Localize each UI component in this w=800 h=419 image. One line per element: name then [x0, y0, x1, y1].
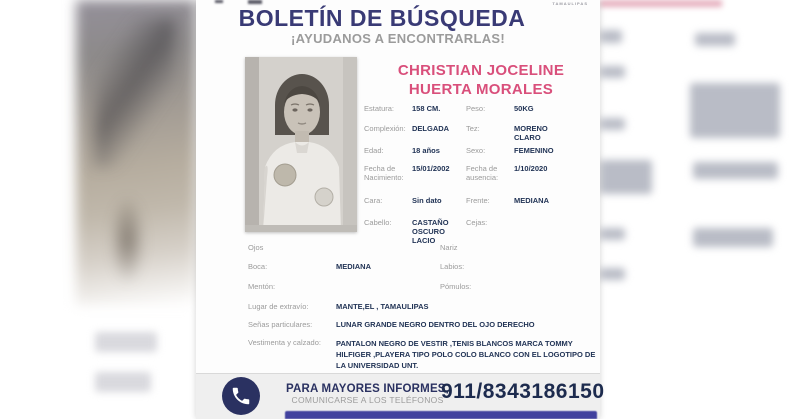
field-value: 18 años [412, 146, 440, 155]
field-value: MORENO CLARO [514, 124, 548, 142]
bulletin-subtitle: ¡AYUDANOS A ENCONTRARLAS! [290, 31, 506, 46]
full-width-row [196, 320, 600, 329]
detail-row [196, 124, 600, 142]
field-label: Pómulos: [440, 282, 472, 291]
detail-row [196, 196, 600, 205]
field-label: Mentón: [248, 282, 276, 291]
background-blur-blob [95, 372, 151, 392]
name-line-2: HUERTA MORALES [408, 81, 554, 98]
missing-person-name [376, 61, 586, 99]
field-value: Sin dato [412, 196, 442, 205]
field-value: 50KG [514, 104, 534, 113]
background-photo-blur-streak [95, 18, 175, 168]
field-label: Vestimenta y calzado: [248, 338, 321, 347]
field-label: Boca: [248, 262, 268, 271]
field-value [512, 262, 582, 271]
field-value: MANTE,EL , TAMAULIPAS [336, 302, 429, 311]
footer-accent-strip [285, 411, 597, 419]
field-label: Complexión: [364, 124, 406, 133]
field-label: Fecha de ausencia: [466, 164, 499, 182]
detail-row [196, 218, 600, 245]
background-blur-blob [693, 162, 778, 179]
background-blur-blob [690, 83, 780, 138]
field-label: Ojos [248, 243, 264, 252]
background-photo-blur-shadow [110, 195, 145, 285]
background-blur-blob [600, 228, 625, 240]
full-width-row [196, 302, 600, 311]
background-pink-bar-blur [600, 0, 722, 7]
field-value: 15/01/2002 [412, 164, 450, 173]
field-value: MEDIANA [336, 262, 371, 271]
detail-row [196, 104, 600, 113]
field-label: Labios: [440, 262, 465, 271]
agency-watermark: TAMAULIPAS [552, 1, 588, 6]
field-value [512, 243, 582, 252]
field-value: LUNAR GRANDE NEGRO DENTRO DEL OJO DERECHO [336, 320, 535, 329]
field-label: Nariz [440, 243, 458, 252]
field-label: Estatura: [364, 104, 395, 113]
background-blur-blob [600, 118, 625, 130]
feature-row [196, 262, 600, 271]
background-blur-blob [600, 66, 625, 78]
cropped-logo-fragment [248, 0, 262, 4]
field-label: Cejas: [466, 218, 488, 227]
field-label: Frente: [466, 196, 490, 205]
full-width-row [196, 338, 600, 371]
feature-row [196, 243, 600, 252]
field-value: CASTAÑO OSCURO LACIO [412, 218, 449, 245]
field-value: DELGADA [412, 124, 450, 133]
contact-info-line1: PARA MAYORES INFORMES, [286, 383, 450, 395]
field-value [336, 243, 440, 252]
contact-info-text [286, 383, 449, 405]
missing-person-bulletin [196, 0, 605, 419]
field-label: Señas particulares: [248, 320, 313, 329]
field-value [514, 218, 580, 245]
field-label: Fecha de Nacimiento: [364, 164, 404, 182]
field-label: Peso: [466, 104, 486, 113]
field-value: MEDIANA [514, 196, 549, 205]
background-blur-blob [693, 228, 773, 247]
detail-row [196, 164, 600, 182]
field-value [512, 282, 582, 291]
field-label: Lugar de extravío: [248, 302, 309, 311]
field-value: PANTALON NEGRO DE VESTIR ,TENIS BLANCOS MARCA TOMMY HILFIGER ,PLAYERA TIPO POLO COLO BLANCO CON EL LOGOTIPO DE LA UNIVERSIDAD UNT. [336, 339, 596, 370]
background-blur-blob [600, 268, 625, 280]
detail-row [196, 146, 600, 155]
background-blur-blob [695, 33, 735, 46]
field-value: 158 CM. [412, 104, 441, 113]
contact-footer [196, 373, 605, 419]
phone-icon [222, 377, 260, 415]
bulletin-title: BOLETÍN DE BÚSQUEDA [238, 5, 526, 31]
contact-info-line2: COMUNICARSE A LOS TELÉFONOS [291, 395, 444, 405]
missing-person-photo [245, 57, 357, 232]
feature-row [196, 282, 600, 291]
field-value: FEMENINO [514, 146, 554, 155]
contact-phone-numbers: 911/8343186150 [441, 380, 605, 403]
background-blur-blob [600, 30, 622, 43]
field-label: Edad: [364, 146, 384, 155]
portrait-illustration [245, 57, 357, 232]
name-line-1: CHRISTIAN JOCELINE [397, 62, 565, 79]
field-label: Cabello: [364, 218, 392, 227]
field-value [336, 282, 440, 291]
field-label: Tez: [466, 124, 480, 133]
field-value: 1/10/2020 [514, 164, 548, 173]
field-label: Sexo: [466, 146, 486, 155]
field-label: Cara: [364, 196, 383, 205]
background-blur-blob [600, 160, 652, 194]
background-blur-blob [95, 332, 157, 352]
cropped-logo-fragment [215, 0, 223, 3]
